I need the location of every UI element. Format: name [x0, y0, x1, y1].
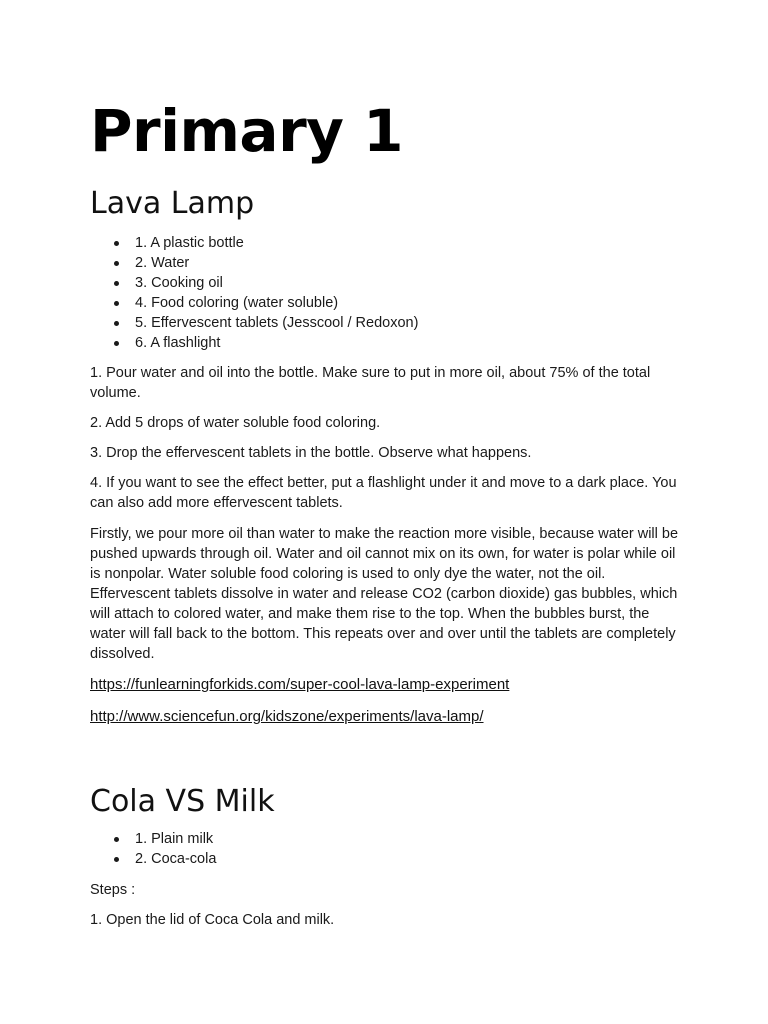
list-item: 6. A flashlight [90, 333, 418, 353]
bullet-icon [114, 837, 119, 842]
section-heading-lava-lamp: Lava Lamp [90, 186, 255, 221]
list-item: 2. Coca-cola [90, 849, 216, 869]
steps-label: Steps : [90, 882, 136, 898]
list-item: 5. Effervescent tablets (Jesscool / Redoxon) [90, 313, 418, 333]
cola-vs-milk-materials-list [90, 829, 216, 869]
list-item: 1. A plastic bottle [90, 233, 418, 253]
reference-link-sciencefun[interactable]: http://www.sciencefun.org/kidszone/experiments/lava-lamp/ [90, 708, 484, 725]
bullet-icon [114, 321, 119, 326]
bullet-icon [114, 857, 119, 862]
list-item: 2. Water [90, 253, 418, 273]
list-item: 3. Cooking oil [90, 273, 418, 293]
section-heading-cola-vs-milk: Cola VS Milk [90, 784, 275, 819]
list-item: 4. Food coloring (water soluble) [90, 293, 418, 313]
lava-lamp-materials-list [90, 233, 418, 353]
lava-lamp-step-1: 1. Pour water and oil into the bottle. Make sure to put in more oil, about 75% of the total volume. [90, 365, 651, 401]
bullet-icon [114, 261, 119, 266]
page-title: Primary 1 [90, 97, 404, 165]
list-item: 1. Plain milk [90, 829, 216, 849]
lava-lamp-step-2: 2. Add 5 drops of water soluble food coloring. [90, 415, 381, 431]
cola-vs-milk-step-1: 1. Open the lid of Coca Cola and milk. [90, 912, 335, 928]
bullet-icon [114, 241, 119, 246]
bullet-icon [114, 301, 119, 306]
lava-lamp-step-4: 4. If you want to see the effect better, put a flashlight under it and move to a dark place. You can also add more effervescent tablets. [90, 475, 677, 511]
bullet-icon [114, 281, 119, 286]
bullet-icon [114, 341, 119, 346]
lava-lamp-explanation: Firstly, we pour more oil than water to make the reaction more visible, because water will be pushed upwards through oil. Water and oil cannot mix on its own, for water is polar while oil is nonpolar. Water soluble food coloring is used to only dye the water, not the oil. Effervescent tablets dissolve in water and release CO2 (carbon dioxide) gas bubbles, which will attach to colored water, and make them rise to the top. When the bubbles burst, the water will fall back to the bottom. This repeats over and over until the tablets are completely dissolved. [90, 526, 679, 662]
lava-lamp-step-3: 3. Drop the effervescent tablets in the bottle. Observe what happens. [90, 445, 532, 461]
reference-link-funlearningforkids[interactable]: https://funlearningforkids.com/super-cool-lava-lamp-experiment [90, 676, 510, 693]
